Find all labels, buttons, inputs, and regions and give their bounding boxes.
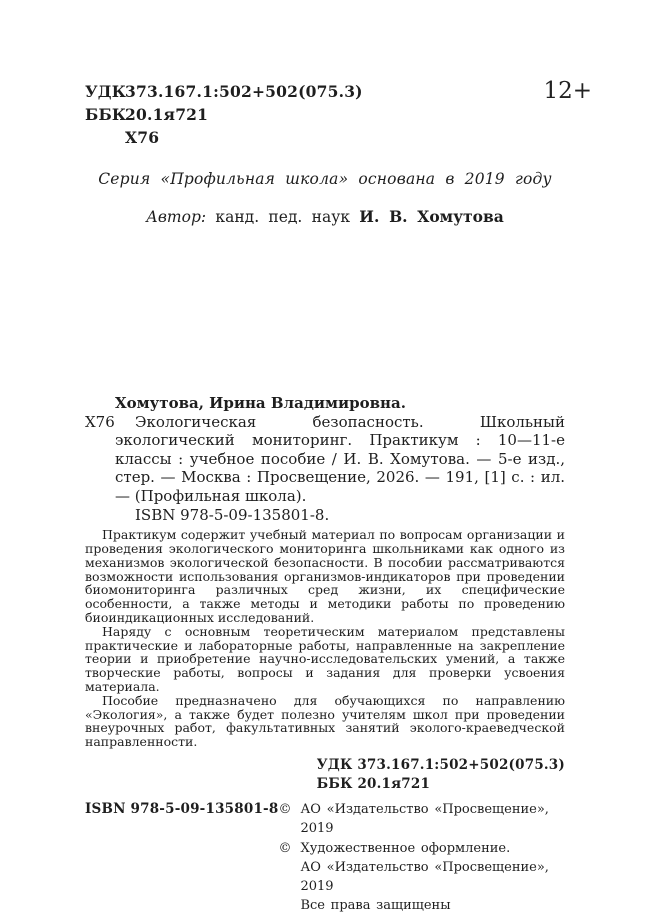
- copyright-symbol: [278, 896, 300, 915]
- bottom-classification-block: [85, 756, 565, 795]
- author-note: [0, 207, 650, 226]
- entry-body: [85, 412, 565, 525]
- copyright-block: [278, 800, 565, 916]
- entry-description: Экологическая безопасность. Школьный экологический мониторинг. Практикум : 10—11-е классы : учебное пособие / И. В. Хомутова. — 5-е изд., стер. — Москва : Просвещение, 2026. — 191, [1] с. : ил. — (Профильная школа).: [115, 412, 565, 505]
- copyright-text: АО «Издательство «Просвещение», 2019: [300, 801, 549, 837]
- copyright-text: Художественное оформление.: [300, 840, 511, 856]
- copyright-symbol: ©: [278, 801, 292, 817]
- copyright-line: [278, 896, 565, 915]
- series-note: Серия «Профильная школа» основана в 2019 году: [98, 170, 552, 188]
- bottom-udk-line: УДК 373.167.1:502+502(075.3): [316, 756, 565, 773]
- footer-row: [85, 800, 565, 916]
- bbk-value: 20.1я721: [125, 105, 209, 124]
- copyright-text: Все права защищены: [300, 898, 451, 914]
- udk-label: УДК: [85, 82, 127, 101]
- bbk-label: ББК: [85, 105, 127, 124]
- copyright-line: [278, 858, 565, 897]
- author-note-degree: канд. пед. наук: [215, 208, 351, 226]
- footer-isbn: ISBN 978-5-09-135801-8: [85, 800, 279, 817]
- annotation-paragraph-3: Пособие предназначено для обучающихся по направлению «Экология», а также будет полезно учителям школ при проведении внеурочных работ, факультативных занятий эколого-краеведческой направленности.: [85, 692, 565, 750]
- top-classification-block: [85, 80, 363, 149]
- copyright-line: [278, 800, 565, 839]
- colophon-column: [85, 394, 565, 916]
- entry-isbn: ISBN 978-5-09-135801-8.: [135, 505, 330, 524]
- annotation-paragraph-1: Практикум содержит учебный материал по вопросам организации и проведения экологического мониторинга школьниками как одного из механизмов экологической безопасности. В пособии рассматриваются возможности использования организмов-индикаторов при проведении биомониторинга различных сред жизни, их специфические особенности, а также методы и методики работы по проведению биоиндикационных исследований.: [85, 527, 565, 625]
- bottom-classification-inner: [317, 756, 565, 795]
- annotation-block: [85, 528, 565, 749]
- copyright-symbol: [278, 858, 300, 897]
- age-rating-badge: 12+: [543, 78, 592, 104]
- bottom-bbk-line: ББК 20.1я721: [316, 776, 431, 793]
- entry-author-heading: Хомутова, Ирина Владимировна.: [115, 394, 406, 412]
- entry-margin-code: Х76: [85, 412, 115, 431]
- author-note-label: Автор:: [146, 208, 207, 226]
- author-note-name: И. В. Хомутова: [359, 207, 504, 226]
- udk-value: 373.167.1:502+502(075.3): [125, 82, 363, 101]
- copyright-text: АО «Издательство «Просвещение», 2019: [300, 859, 549, 895]
- catalog-entry: [85, 394, 565, 524]
- empty-cell: [85, 126, 125, 149]
- author-code: Х76: [125, 128, 160, 147]
- copyright-line: [278, 839, 565, 858]
- annotation-paragraph-2: Наряду с основным теоретическим материалом представлены практические и лабораторные работы, направленные на закрепление теории и приобретение научно-исследовательских умений, а также творческие работы, вопросы и задания для проверки усвоения материала.: [85, 623, 565, 694]
- copyright-symbol: ©: [278, 840, 292, 856]
